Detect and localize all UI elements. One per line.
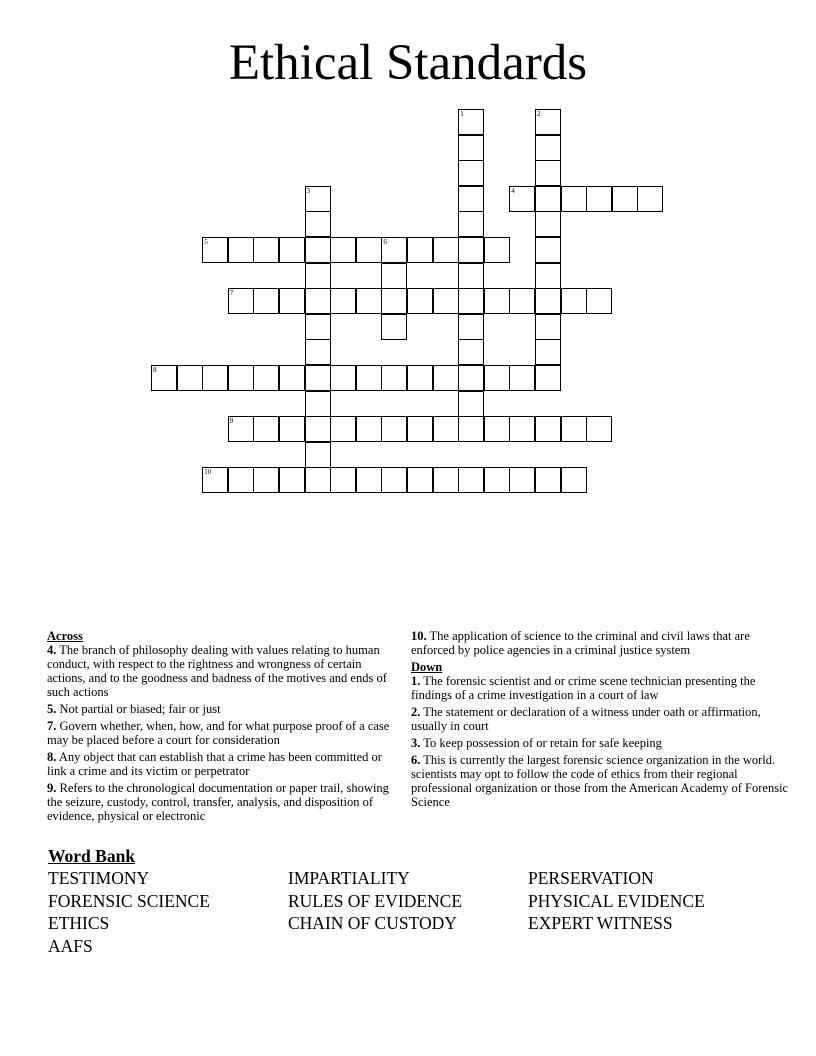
down-clue <box>411 674 791 702</box>
grid-clue-number: 8 <box>153 366 157 374</box>
grid-cell[interactable] <box>535 135 561 161</box>
grid-cell[interactable] <box>535 263 561 289</box>
grid-cell[interactable] <box>407 416 433 442</box>
grid-cell[interactable] <box>535 237 561 263</box>
grid-cell[interactable] <box>356 467 382 493</box>
clue-number: 2. <box>411 705 421 719</box>
grid-cell[interactable] <box>330 288 356 314</box>
grid-cell[interactable] <box>535 314 561 340</box>
word-bank-item: AAFS <box>48 936 93 956</box>
clue-text: The application of science to the criminal and civil laws that are enforced by police agencies in a criminal justice system <box>411 629 750 657</box>
grid-cell[interactable] <box>458 237 484 263</box>
grid-cell[interactable] <box>484 237 510 263</box>
grid-cell[interactable] <box>484 288 510 314</box>
grid-cell[interactable] <box>305 211 331 237</box>
grid-cell[interactable] <box>535 186 561 212</box>
grid-cell[interactable] <box>228 467 254 493</box>
clue-number: 6. <box>411 753 421 767</box>
grid-cell[interactable] <box>458 288 484 314</box>
grid-cell[interactable] <box>407 467 433 493</box>
grid-cell[interactable] <box>535 288 561 314</box>
grid-cell[interactable] <box>535 211 561 237</box>
word-bank-title: Word Bank <box>48 846 136 866</box>
grid-cell[interactable] <box>305 263 331 289</box>
clue-number: 9. <box>47 781 57 795</box>
grid-cell[interactable] <box>612 186 638 212</box>
grid-clue-number: 7 <box>229 289 234 298</box>
clues-left-column <box>47 629 392 826</box>
clue-text: To keep possession of or retain for safe keeping <box>423 736 662 750</box>
clues-right-column <box>411 629 791 812</box>
grid-cell[interactable] <box>330 237 356 263</box>
across-clue <box>47 750 392 778</box>
grid-clue-number: 6 <box>383 238 387 246</box>
grid-cell[interactable] <box>458 467 484 493</box>
word-bank-item: PERSERVATION <box>528 868 654 888</box>
grid-cell[interactable] <box>305 237 331 263</box>
grid-cell[interactable] <box>535 365 561 391</box>
grid-cell[interactable] <box>586 186 612 212</box>
grid-cell[interactable] <box>561 186 587 212</box>
clue-number: 8. <box>47 750 57 764</box>
grid-cell[interactable] <box>279 416 305 442</box>
grid-cell[interactable] <box>458 263 484 289</box>
grid-cell[interactable] <box>458 135 484 161</box>
across-header: Across <box>47 629 83 643</box>
grid-cell[interactable] <box>433 365 459 391</box>
clue-text: This is currently the largest forensic science organization in the world. scientists may opt to follow the code of ethics from their regional professional organization or those from the American Academy of Forensic Science <box>411 753 789 809</box>
grid-cell[interactable] <box>305 442 331 468</box>
grid-cell[interactable] <box>484 365 510 391</box>
grid-cell[interactable] <box>253 467 279 493</box>
grid-cell[interactable] <box>279 365 305 391</box>
grid-cell[interactable] <box>458 416 484 442</box>
word-bank <box>48 846 768 956</box>
grid-cell[interactable] <box>381 314 407 340</box>
word-bank-item: TESTIMONY <box>48 868 150 888</box>
grid-cell[interactable] <box>356 288 382 314</box>
grid-clue-number: 4 <box>511 186 515 195</box>
word-bank-item: CHAIN OF CUSTODY <box>288 913 457 933</box>
grid-clue-number: 9 <box>229 417 234 426</box>
clue-text: Not partial or biased; fair or just <box>59 702 221 716</box>
grid-clue-number: 10 <box>204 468 212 477</box>
grid-cell[interactable] <box>279 237 305 263</box>
grid-cell[interactable] <box>433 237 459 263</box>
grid-cell[interactable] <box>561 288 587 314</box>
down-clue <box>411 753 791 809</box>
clue-number: 1. <box>411 674 421 688</box>
clue-text: The branch of philosophy dealing with values relating to human conduct, with respect to the rightness and wrongness of certain actions, and to the goodness and badness of the motives and ends of such actions <box>47 643 387 699</box>
word-bank-item: PHYSICAL EVIDENCE <box>528 891 705 911</box>
grid-cell[interactable] <box>535 467 561 493</box>
grid-clue-number: 1 <box>460 110 464 118</box>
clue-number: 10. <box>411 629 427 643</box>
across-clue <box>47 702 392 716</box>
grid-cell[interactable] <box>356 416 382 442</box>
clue-number: 7. <box>47 719 57 733</box>
grid-cell[interactable] <box>253 237 279 263</box>
word-bank-item: FORENSIC SCIENCE <box>48 891 210 911</box>
grid-cell[interactable] <box>381 263 407 289</box>
page-title: Ethical Standards <box>228 35 588 91</box>
across-clue <box>411 629 791 657</box>
grid-cell[interactable] <box>535 160 561 186</box>
grid-cell[interactable] <box>356 237 382 263</box>
grid-cell[interactable] <box>253 416 279 442</box>
grid-cell[interactable] <box>253 365 279 391</box>
grid-cell[interactable] <box>433 467 459 493</box>
across-clue <box>47 643 392 699</box>
grid-cell[interactable] <box>407 237 433 263</box>
grid-cell[interactable] <box>458 160 484 186</box>
grid-cell[interactable] <box>484 416 510 442</box>
word-bank-item: ETHICS <box>48 913 110 933</box>
grid-cell[interactable] <box>433 288 459 314</box>
across-clue <box>47 781 392 823</box>
grid-cell[interactable] <box>458 391 484 417</box>
grid-cell[interactable] <box>330 467 356 493</box>
grid-cell[interactable] <box>228 237 254 263</box>
grid-cell[interactable] <box>509 365 535 391</box>
grid-cell[interactable] <box>561 467 587 493</box>
grid-cell[interactable] <box>407 365 433 391</box>
word-bank-item: RULES OF EVIDENCE <box>288 891 463 911</box>
grid-cell[interactable] <box>253 288 279 314</box>
grid-cell[interactable] <box>381 365 407 391</box>
grid-clue-number: 5 <box>204 238 208 246</box>
grid-cell[interactable] <box>509 416 535 442</box>
grid-cell[interactable] <box>535 339 561 365</box>
grid-cell[interactable] <box>356 365 382 391</box>
grid-clue-number: 3 <box>306 186 311 195</box>
grid-clue-number: 2 <box>537 110 541 118</box>
grid-cell[interactable] <box>458 314 484 340</box>
grid-cell[interactable] <box>586 288 612 314</box>
grid-cell[interactable] <box>305 314 331 340</box>
grid-cell[interactable] <box>177 365 203 391</box>
grid-cell[interactable] <box>330 365 356 391</box>
clue-number: 4. <box>47 643 57 657</box>
grid-cell[interactable] <box>305 467 331 493</box>
down-clue <box>411 736 791 750</box>
clue-number: 3. <box>411 736 421 750</box>
clue-text: The forensic scientist and or crime scene technician presenting the findings of a crime investigation in a court of law <box>411 674 756 702</box>
grid-cell[interactable] <box>305 365 331 391</box>
grid-cell[interactable] <box>228 365 254 391</box>
clue-text: The statement or declaration of a witness under oath or affirmation, usually in court <box>411 705 761 733</box>
word-bank-item: IMPARTIALITY <box>288 868 410 888</box>
grid-cell[interactable] <box>381 416 407 442</box>
grid-cell[interactable] <box>305 339 331 365</box>
grid-cell[interactable] <box>202 365 228 391</box>
grid-cell[interactable] <box>458 211 484 237</box>
grid-cell[interactable] <box>279 467 305 493</box>
grid-cell[interactable] <box>305 288 331 314</box>
grid-cell[interactable] <box>279 288 305 314</box>
grid-cell[interactable] <box>458 339 484 365</box>
grid-cell[interactable] <box>433 416 459 442</box>
word-bank-item: EXPERT WITNESS <box>528 913 673 933</box>
grid-cell[interactable] <box>509 467 535 493</box>
across-clue <box>47 719 392 747</box>
grid-cell[interactable] <box>561 416 587 442</box>
grid-cell[interactable] <box>305 416 331 442</box>
grid-cell[interactable] <box>484 467 510 493</box>
grid-cell[interactable] <box>407 288 433 314</box>
grid-cell[interactable] <box>509 288 535 314</box>
clue-text: Any object that can establish that a crime has been committed or link a crime and its victim or perpetrator <box>47 750 382 778</box>
grid-cell[interactable] <box>458 365 484 391</box>
grid-cell[interactable] <box>535 416 561 442</box>
grid-cell[interactable] <box>381 467 407 493</box>
clue-text: Refers to the chronological documentation or paper trail, showing the seizure, custody, control, transfer, analysis, and disposition of evidence, physical or electronic <box>47 781 389 823</box>
grid-cell[interactable] <box>586 416 612 442</box>
grid-cell[interactable] <box>458 186 484 212</box>
down-clue <box>411 705 791 733</box>
down-header: Down <box>411 660 443 674</box>
grid-cell[interactable] <box>381 288 407 314</box>
grid-cell[interactable] <box>330 416 356 442</box>
grid-cell[interactable] <box>637 186 663 212</box>
clue-number: 5. <box>47 702 57 716</box>
clue-text: Govern whether, when, how, and for what purpose proof of a case may be placed before a court for consideration <box>47 719 390 747</box>
grid-cell[interactable] <box>305 391 331 417</box>
